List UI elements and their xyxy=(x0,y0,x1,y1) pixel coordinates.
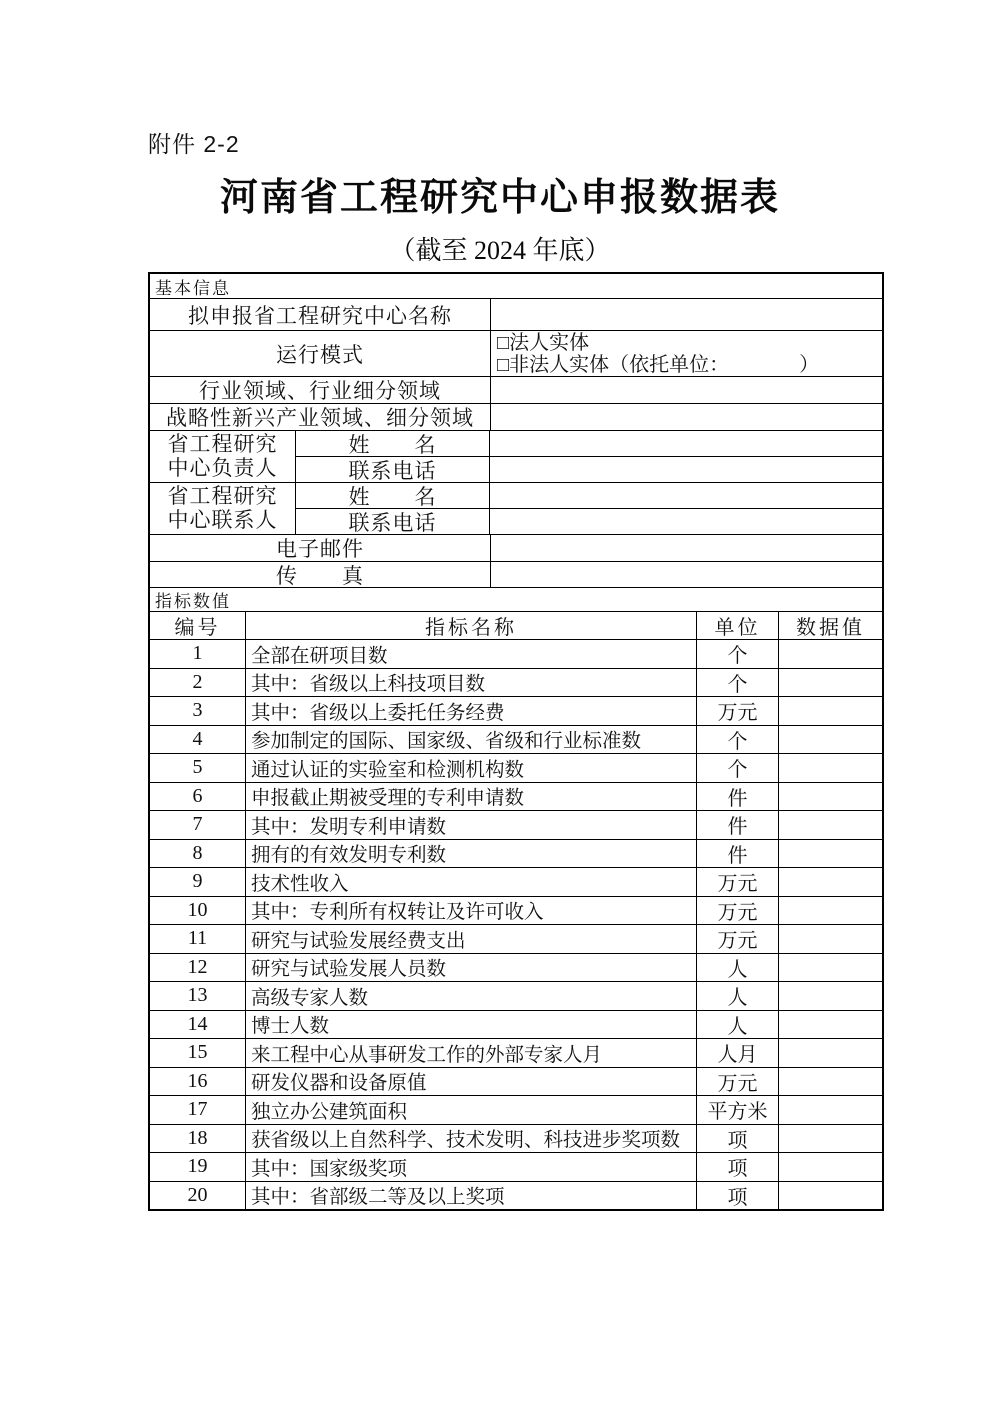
indicator-name: 其中：国家级奖项 xyxy=(245,1153,696,1181)
indicator-no: 3 xyxy=(192,699,203,722)
indicator-unit: 个 xyxy=(696,754,778,782)
indicator-name: 获省级以上自然科学、技术发明、科技进步奖项数 xyxy=(245,1125,696,1153)
fax-label: 传 真 xyxy=(276,564,364,588)
indicator-unit: 件 xyxy=(696,811,778,839)
attachment-label: 附件 2-2 xyxy=(148,131,240,157)
indicator-no: 1 xyxy=(192,642,203,665)
indicator-row xyxy=(150,639,882,668)
center-contact-group-label xyxy=(150,483,295,534)
indicator-no: 19 xyxy=(187,1155,208,1178)
indicator-no: 9 xyxy=(192,870,203,893)
email-input[interactable] xyxy=(490,535,882,561)
indicator-no: 6 xyxy=(192,784,203,807)
indicator-no: 18 xyxy=(187,1126,208,1149)
center-director-fields xyxy=(295,431,882,482)
indicator-unit: 平方米 xyxy=(696,1096,778,1124)
table-row-operation-mode xyxy=(150,330,882,376)
indicator-row xyxy=(150,953,882,982)
indicator-row xyxy=(150,753,882,782)
table-row-fax xyxy=(150,561,882,587)
column-header-name: 指标名称 xyxy=(245,612,696,639)
table-row-center-name xyxy=(150,298,882,330)
indicator-unit: 件 xyxy=(696,783,778,811)
center-name-label: 拟申报省工程研究中心名称 xyxy=(188,304,452,328)
indicator-unit: 项 xyxy=(696,1182,778,1210)
basic-info-section-title: 基本信息 xyxy=(155,278,231,298)
center-name-field[interactable] xyxy=(490,299,882,330)
checkbox-option-non-legal-entity[interactable]: □非法人实体（依托单位： ） xyxy=(497,353,820,376)
indicator-unit: 万元 xyxy=(696,697,778,725)
indicator-value-input[interactable] xyxy=(778,726,882,754)
indicator-value-input[interactable] xyxy=(778,868,882,896)
field-row-contact-name xyxy=(296,483,882,508)
indicator-row xyxy=(150,1124,882,1153)
indicator-unit: 人月 xyxy=(696,1039,778,1067)
group-label-line: 省工程研究 xyxy=(167,484,278,508)
indicator-row xyxy=(150,1152,882,1181)
indicator-row xyxy=(150,924,882,953)
director-phone-label: 联系电话 xyxy=(348,459,437,483)
indicator-name: 其中：发明专利申请数 xyxy=(245,811,696,839)
indicator-unit: 个 xyxy=(696,726,778,754)
contact-name-input[interactable] xyxy=(489,483,882,508)
contact-phone-label: 联系电话 xyxy=(348,511,437,535)
indicator-name: 其中：专利所有权转让及许可收入 xyxy=(245,897,696,925)
indicators-header-row xyxy=(150,611,882,639)
indicator-row xyxy=(150,668,882,697)
indicator-name: 高级专家人数 xyxy=(245,982,696,1010)
indicator-no: 15 xyxy=(187,1041,208,1064)
indicator-value-input[interactable] xyxy=(778,783,882,811)
application-data-table xyxy=(148,272,884,1211)
indicator-unit: 个 xyxy=(696,669,778,697)
indicator-value-input[interactable] xyxy=(778,1096,882,1124)
indicator-name: 其中：省级以上委托任务经费 xyxy=(245,697,696,725)
indicator-unit: 人 xyxy=(696,954,778,982)
indicator-value-input[interactable] xyxy=(778,640,882,668)
indicator-unit: 个 xyxy=(696,640,778,668)
indicator-name: 拥有的有效发明专利数 xyxy=(245,840,696,868)
group-label-line: 中心负责人 xyxy=(167,456,278,480)
indicator-value-input[interactable] xyxy=(778,954,882,982)
table-row-industry-field xyxy=(150,376,882,403)
field-row-director-name xyxy=(296,431,882,456)
indicator-unit: 人 xyxy=(696,1011,778,1039)
indicator-value-input[interactable] xyxy=(778,669,882,697)
indicator-row xyxy=(150,1181,882,1210)
center-contact-fields xyxy=(295,483,882,534)
indicator-row xyxy=(150,696,882,725)
indicator-name: 研究与试验发展人员数 xyxy=(245,954,696,982)
indicator-name: 参加制定的国际、国家级、省级和行业标准数 xyxy=(245,726,696,754)
indicator-row xyxy=(150,1067,882,1096)
group-label-line: 省工程研究 xyxy=(167,432,278,456)
indicator-row xyxy=(150,810,882,839)
contact-phone-input[interactable] xyxy=(489,509,882,534)
indicator-name: 技术性收入 xyxy=(245,868,696,896)
indicator-row xyxy=(150,981,882,1010)
indicator-name: 申报截止期被受理的专利申请数 xyxy=(245,783,696,811)
indicator-no: 2 xyxy=(192,670,203,693)
indicator-no: 4 xyxy=(192,727,203,750)
indicator-name: 其中：省级以上科技项目数 xyxy=(245,669,696,697)
indicator-no: 8 xyxy=(192,841,203,864)
indicator-name: 研究与试验发展经费支出 xyxy=(245,925,696,953)
indicator-value-input[interactable] xyxy=(778,697,882,725)
fax-input[interactable] xyxy=(490,562,882,587)
indicator-no: 5 xyxy=(192,756,203,779)
group-label-line: 中心联系人 xyxy=(167,508,278,532)
table-row-center-director xyxy=(150,430,882,482)
indicator-row xyxy=(150,1010,882,1039)
director-phone-input[interactable] xyxy=(489,457,882,482)
indicator-row xyxy=(150,725,882,754)
indicator-name: 其中：省部级二等及以上奖项 xyxy=(245,1182,696,1210)
indicator-value-input[interactable] xyxy=(778,1039,882,1067)
indicator-unit: 万元 xyxy=(696,925,778,953)
indicator-unit: 万元 xyxy=(696,897,778,925)
indicator-no: 14 xyxy=(187,1012,208,1035)
table-row-strategic-industry xyxy=(150,403,882,430)
indicator-no: 7 xyxy=(192,813,203,836)
indicator-name: 博士人数 xyxy=(245,1011,696,1039)
indicator-value-input[interactable] xyxy=(778,840,882,868)
indicator-no: 16 xyxy=(187,1069,208,1092)
indicator-row xyxy=(150,1095,882,1124)
page-subtitle: （截至 2024 年底） xyxy=(389,236,611,265)
indicator-name: 全部在研项目数 xyxy=(245,640,696,668)
indicator-no: 12 xyxy=(187,955,208,978)
indicator-unit: 人 xyxy=(696,982,778,1010)
table-row-email xyxy=(150,534,882,561)
center-director-group-label xyxy=(150,431,295,482)
indicator-value-input[interactable] xyxy=(778,1125,882,1153)
field-row-director-phone xyxy=(296,456,882,482)
industry-field-label: 行业领域、行业细分领域 xyxy=(199,380,441,403)
indicator-value-input[interactable] xyxy=(778,897,882,925)
indicator-value-input[interactable] xyxy=(778,754,882,782)
director-name-input[interactable] xyxy=(489,431,882,456)
industry-field-input[interactable] xyxy=(490,377,882,403)
indicator-no: 11 xyxy=(187,927,208,950)
indicator-row xyxy=(150,1038,882,1067)
indicator-no: 13 xyxy=(187,984,208,1007)
indicator-value-input[interactable] xyxy=(778,1011,882,1039)
indicator-value-input[interactable] xyxy=(778,982,882,1010)
checkbox-option-legal-entity[interactable]: □法人实体 xyxy=(497,331,590,354)
page-title: 河南省工程研究中心申报数据表 xyxy=(219,177,780,219)
strategic-industry-label: 战略性新兴产业领域、细分领域 xyxy=(166,407,474,430)
column-header-no: 编号 xyxy=(174,617,221,639)
table-row-center-contact xyxy=(150,482,882,534)
indicator-row xyxy=(150,782,882,811)
indicator-value-input[interactable] xyxy=(778,1153,882,1181)
indicator-unit: 万元 xyxy=(696,1068,778,1096)
indicator-value-input[interactable] xyxy=(778,1068,882,1096)
indicator-unit: 万元 xyxy=(696,868,778,896)
indicator-name: 来工程中心从事研发工作的外部专家人月 xyxy=(245,1039,696,1067)
strategic-industry-input[interactable] xyxy=(490,404,882,430)
indicator-value-input[interactable] xyxy=(778,811,882,839)
indicator-unit: 件 xyxy=(696,840,778,868)
indicator-row xyxy=(150,896,882,925)
indicator-value-input[interactable] xyxy=(778,925,882,953)
indicator-name: 通过认证的实验室和检测机构数 xyxy=(245,754,696,782)
indicators-section-title: 指标数值 xyxy=(150,587,882,611)
indicator-value-input[interactable] xyxy=(778,1182,882,1210)
indicator-row xyxy=(150,839,882,868)
indicator-no: 20 xyxy=(187,1183,208,1206)
operation-mode-label: 运行模式 xyxy=(276,343,364,367)
indicator-unit: 项 xyxy=(696,1153,778,1181)
indicator-row xyxy=(150,867,882,896)
field-row-contact-phone xyxy=(296,508,882,534)
column-header-value: 数据值 xyxy=(778,612,882,639)
indicator-name: 研发仪器和设备原值 xyxy=(245,1068,696,1096)
contact-name-label: 姓 名 xyxy=(348,485,437,509)
operation-mode-field xyxy=(490,331,882,376)
email-label: 电子邮件 xyxy=(276,538,364,561)
indicator-name: 独立办公建筑面积 xyxy=(245,1096,696,1124)
indicator-no: 17 xyxy=(187,1098,208,1121)
indicator-no: 10 xyxy=(187,898,208,921)
director-name-label: 姓 名 xyxy=(348,433,437,457)
column-header-unit: 单位 xyxy=(696,612,778,639)
indicator-unit: 项 xyxy=(696,1125,778,1153)
